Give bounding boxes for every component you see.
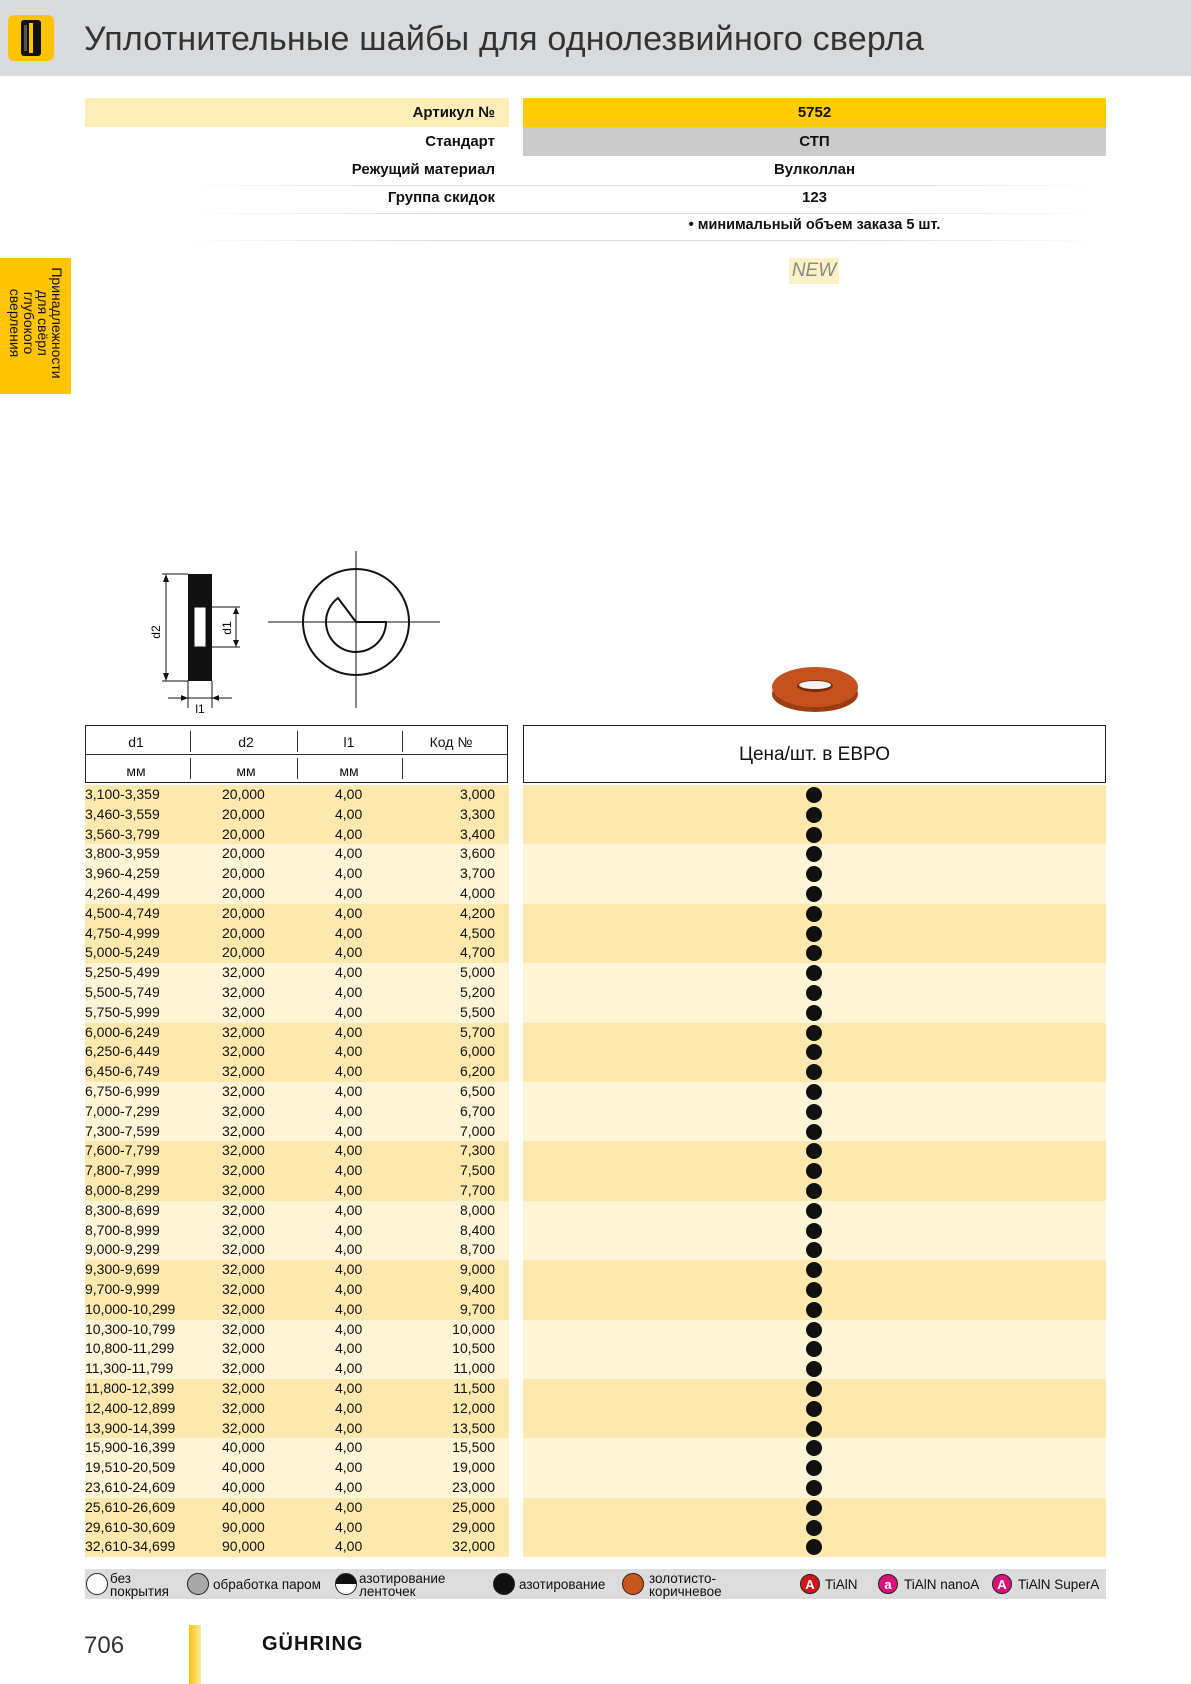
header-divider [86,754,507,755]
cell-d1: 29,610-30,609 [85,1518,176,1535]
cell-code: 29,000 [452,1518,495,1535]
cell-d2: 32,000 [222,1043,265,1060]
cell-d1: 4,750-4,999 [85,924,160,941]
cell-d2: 32,000 [222,1182,265,1198]
cell-l1: 4,00 [335,1538,363,1555]
table-row [0,1458,1191,1478]
cell-d2: 20,000 [222,825,265,842]
side-tab-label: Принадлежности для свёрл глубокого сверления [7,267,65,379]
washer-technical-drawing [140,550,450,715]
cell-code: 25,000 [452,1498,495,1515]
cell-l1: 4,00 [335,1241,363,1258]
table-row [0,825,1191,845]
page-title: Уплотнительные шайбы для однолезвийного сверла [84,20,924,58]
cell-l1: 4,00 [335,1102,363,1119]
cell-d1: 13,900-14,399 [85,1419,176,1436]
nitriding-availability-icon [806,1005,822,1021]
price-header-label: Цена/шт. в ЕВРО [738,744,891,765]
cell-code: 11,000 [453,1360,495,1377]
table-row [0,1419,1191,1439]
nitriding-availability-icon [806,985,822,1001]
table-row [0,1359,1191,1379]
col-header-l1: l1 [343,734,355,750]
column-divider [297,731,298,752]
cell-d1: 25,610-26,609 [85,1498,176,1515]
nitriding-availability-icon [806,827,822,843]
cell-code: 12,000 [452,1399,495,1416]
cell-d1: 10,000-10,299 [85,1300,176,1317]
cell-d1: 4,500-4,749 [85,904,160,921]
cell-l1: 4,00 [335,1083,363,1099]
cell-code: 13,500 [452,1419,495,1436]
cell-code: 10,000 [452,1320,495,1337]
footer-accent-bar [189,1625,201,1684]
cell-d2: 90,000 [222,1538,265,1555]
cell-d2: 40,000 [222,1439,265,1456]
table-row [0,1320,1191,1340]
cell-d2: 32,000 [222,1102,265,1119]
legend-nitriding: азотирование [519,1577,606,1592]
cell-l1: 4,00 [335,1162,363,1179]
cell-d1: 7,600-7,799 [85,1142,160,1159]
cell-l1: 4,00 [335,1419,363,1436]
cell-d2: 32,000 [222,1162,265,1179]
cell-l1: 4,00 [335,1182,363,1198]
cell-code: 3,400 [459,825,495,842]
cell-d1: 11,800-12,399 [85,1380,175,1396]
nitriding-availability-icon [806,1520,822,1536]
cell-l1: 4,00 [335,904,363,921]
cell-d2: 32,000 [222,1201,265,1218]
column-divider [190,731,191,752]
cell-d2: 32,000 [222,1419,265,1436]
cell-code: 32,000 [452,1538,495,1555]
column-divider [402,731,403,752]
table-row [0,1280,1191,1300]
cell-l1: 4,00 [335,1360,363,1377]
cell-l1: 4,00 [335,1300,363,1317]
cell-code: 3,600 [459,845,495,862]
cell-d2: 20,000 [222,805,265,822]
cell-d1: 9,000-9,299 [85,1241,160,1258]
table-row [0,1260,1191,1280]
table-row [0,805,1191,825]
cell-d1: 10,300-10,799 [85,1320,176,1337]
cell-l1: 4,00 [335,845,363,862]
table-header [85,725,508,783]
cell-code: 5,700 [459,1023,495,1040]
cell-l1: 4,00 [335,1340,363,1357]
tialn-super-badge-icon: A [992,1574,1012,1594]
cell-d2: 32,000 [222,1142,265,1159]
cell-d2: 40,000 [222,1459,265,1476]
cell-d1: 5,750-5,999 [85,1003,160,1020]
table-row [0,1478,1191,1498]
cell-l1: 4,00 [335,865,363,882]
cell-code: 6,700 [459,1102,495,1119]
price-header [523,725,1106,783]
nitriding-availability-icon [806,1282,822,1298]
cell-d1: 7,300-7,599 [85,1122,160,1139]
nitriding-availability-icon [806,1381,822,1397]
table-row [0,1498,1191,1518]
cell-d2: 40,000 [222,1479,265,1495]
cell-code: 3,000 [459,786,495,802]
cell-l1: 4,00 [335,1439,363,1456]
page-number: 706 [84,1632,125,1659]
table-row [0,1141,1191,1161]
cell-d2: 32,000 [222,1122,265,1139]
table-row [0,924,1191,944]
cell-d1: 12,400-12,899 [85,1399,176,1416]
table-row [0,1399,1191,1419]
standard-label: Стандарт [425,133,495,150]
tialn-nano-badge-icon: a [878,1574,898,1594]
cell-code: 5,000 [459,964,495,981]
cell-d1: 5,000-5,249 [85,944,160,961]
cell-code: 19,000 [452,1459,495,1476]
cell-code: 3,300 [459,805,495,822]
cell-d2: 32,000 [222,1380,265,1396]
legend-gold-brown: золотисто-коричневое [649,1571,722,1599]
cell-d2: 32,000 [222,1241,265,1258]
material-label: Режущий материал [351,161,495,178]
material-value: Вулколлан [773,161,856,178]
nitriding-availability-icon [806,1025,822,1041]
cell-d2: 90,000 [222,1518,265,1535]
cell-l1: 4,00 [335,805,363,822]
washer-photo [770,660,860,715]
cell-code: 9,400 [459,1281,495,1297]
table-row [0,1102,1191,1122]
column-divider [297,758,298,779]
cell-d1: 8,700-8,999 [85,1221,160,1238]
cell-code: 6,000 [459,1043,495,1060]
nitriding-availability-icon [806,1401,822,1417]
cell-code: 7,700 [459,1182,495,1198]
nitriding-availability-icon [806,787,822,803]
cell-code: 5,500 [459,1003,495,1020]
discount-label: Группа скидок [387,189,495,206]
table-row [0,1181,1191,1201]
nitriding-availability-icon [806,1203,822,1219]
table-row [0,963,1191,983]
table-row [0,864,1191,884]
cell-l1: 4,00 [335,1023,363,1040]
cell-d1: 3,460-3,559 [85,805,160,822]
cell-l1: 4,00 [335,1498,363,1515]
legend-tialn: TiAlN [825,1577,858,1592]
cell-l1: 4,00 [335,944,363,961]
legend-tialn-nano: TiAlN nanoA [904,1577,980,1592]
table-row [0,1518,1191,1538]
cell-l1: 4,00 [335,964,363,981]
table-row [0,1300,1191,1320]
legend-tialn-super: TiAlN SuperA [1018,1577,1100,1592]
cell-l1: 4,00 [335,1122,363,1139]
unit-d2: мм [236,763,256,779]
nitriding-availability-icon [806,886,822,902]
cell-l1: 4,00 [335,786,363,802]
table-row [0,884,1191,904]
cell-d1: 9,300-9,699 [85,1261,160,1278]
table-row [0,1003,1191,1023]
column-divider [190,758,191,779]
table-row [0,1221,1191,1241]
cell-code: 6,500 [459,1083,495,1099]
section-side-tab [0,258,71,394]
divider [180,213,1106,214]
column-divider [402,758,403,779]
table-row [0,1023,1191,1043]
cell-d2: 32,000 [222,984,265,1000]
brand-logo: GÜHRING [262,1633,364,1655]
cell-d2: 20,000 [222,885,265,901]
cell-code: 8,400 [459,1221,495,1238]
table-row [0,844,1191,864]
cell-d1: 5,500-5,749 [85,984,160,1000]
table-row [0,1161,1191,1181]
cell-d1: 4,260-4,499 [85,885,160,901]
cell-d2: 32,000 [222,1360,265,1377]
cell-d1: 6,750-6,999 [85,1083,160,1099]
d2-label: d2 [149,625,163,639]
cell-code: 7,300 [459,1142,495,1159]
cell-d2: 20,000 [222,865,265,882]
table-row [0,1339,1191,1359]
table-row [0,1062,1191,1082]
cell-code: 11,500 [453,1380,495,1396]
cell-l1: 4,00 [335,924,363,941]
nitriding-availability-icon [806,1480,822,1496]
cell-l1: 4,00 [335,1380,363,1396]
discount-value: 123 [801,189,828,206]
cell-d2: 20,000 [222,904,265,921]
cell-l1: 4,00 [335,1063,363,1080]
nitriding-availability-icon [806,1084,822,1100]
cell-l1: 4,00 [335,1003,363,1020]
table-row [0,1379,1191,1399]
cell-l1: 4,00 [335,1281,363,1297]
nitriding-availability-icon [806,807,822,823]
steam-treatment-icon [187,1573,209,1595]
cell-d1: 6,450-6,749 [85,1063,160,1080]
cell-d1: 7,000-7,299 [85,1102,160,1119]
cell-code: 5,200 [459,984,495,1000]
cell-d2: 32,000 [222,1340,265,1357]
col-header-d2: d2 [238,734,254,750]
table-row [0,904,1191,924]
l1-label: l1 [195,702,205,715]
cell-d2: 32,000 [222,1023,265,1040]
legend-no-coating: без покрытия [110,1571,169,1599]
standard-value: СТП [799,133,830,150]
divider [180,240,1106,241]
cell-l1: 4,00 [335,1320,363,1337]
cell-l1: 4,00 [335,1261,363,1278]
table-row [0,1240,1191,1260]
nitriding-availability-icon [806,1500,822,1516]
cell-l1: 4,00 [335,1221,363,1238]
cell-d2: 32,000 [222,1300,265,1317]
cell-d1: 3,100-3,359 [85,786,160,802]
table-row [0,1201,1191,1221]
cell-d2: 20,000 [222,944,265,961]
cell-d2: 32,000 [222,1083,265,1099]
cell-code: 9,700 [459,1300,495,1317]
cell-code: 10,500 [452,1340,495,1357]
cell-code: 3,700 [459,865,495,882]
col-header-d1: d1 [128,734,144,750]
nitriding-availability-icon [806,1223,822,1239]
cell-d1: 6,000-6,249 [85,1023,160,1040]
nitriding-availability-icon [806,1322,822,1338]
cell-d1: 9,700-9,999 [85,1281,160,1297]
cell-d2: 32,000 [222,1261,265,1278]
unit-l1: мм [339,763,359,779]
tialn-badge-icon: A [800,1574,820,1594]
article-label: Артикул № [412,104,495,121]
cell-d2: 20,000 [222,845,265,862]
min-order-note: • минимальный объем заказа 5 шт. [688,217,941,233]
cell-l1: 4,00 [335,1459,363,1476]
cell-code: 8,000 [459,1201,495,1218]
legend-strip-nitriding: азотирование ленточек [359,1571,446,1599]
strip-nitriding-icon [335,1573,357,1595]
table-row [0,785,1191,805]
cell-code: 7,500 [459,1162,495,1179]
cell-code: 15,500 [452,1439,495,1456]
cell-d2: 32,000 [222,1320,265,1337]
coating-legend [85,1569,1106,1599]
cell-d1: 5,250-5,499 [85,964,160,981]
nitriding-availability-icon [806,906,822,922]
cell-d1: 11,300-11,799 [85,1360,174,1377]
cell-code: 6,200 [459,1063,495,1080]
cell-l1: 4,00 [335,1518,363,1535]
table-row [0,1122,1191,1142]
cell-d2: 20,000 [222,924,265,941]
cell-d1: 23,610-24,609 [85,1479,176,1495]
legend-steam: обработка паром [213,1577,321,1592]
unit-d1: мм [126,763,146,779]
col-header-code: Код № [429,734,473,750]
table-row [0,943,1191,963]
nitriding-availability-icon [806,1104,822,1120]
cell-l1: 4,00 [335,825,363,842]
table-row [0,1042,1191,1062]
header-bar [0,0,1191,76]
cell-code: 4,500 [459,924,495,941]
cell-d2: 40,000 [222,1498,265,1515]
cell-code: 4,000 [459,885,495,901]
drill-category-icon [8,15,54,61]
nitriding-availability-icon [806,1302,822,1318]
cell-l1: 4,00 [335,1043,363,1060]
cell-d1: 3,800-3,959 [85,845,160,862]
cell-d1: 32,610-34,699 [85,1538,176,1555]
no-coating-icon [86,1573,108,1595]
nitriding-availability-icon [806,926,822,942]
cell-l1: 4,00 [335,1479,363,1495]
table-row [0,1537,1191,1557]
cell-l1: 4,00 [335,1201,363,1218]
nitriding-availability-icon [806,1183,822,1199]
nitriding-availability-icon [806,1421,822,1437]
cell-l1: 4,00 [335,1399,363,1416]
new-badge: NEW [789,258,839,284]
cell-d2: 32,000 [222,1221,265,1238]
cell-d1: 8,300-8,699 [85,1201,160,1218]
article-value: 5752 [797,104,832,121]
table-row [0,983,1191,1003]
nitriding-icon [493,1573,515,1595]
cell-d2: 32,000 [222,1063,265,1080]
cell-code: 4,200 [459,904,495,921]
cell-l1: 4,00 [335,984,363,1000]
cell-code: 8,700 [459,1241,495,1258]
cell-code: 9,000 [459,1261,495,1278]
cell-d1: 3,960-4,259 [85,865,160,882]
cell-d2: 32,000 [222,1399,265,1416]
table-row [0,1082,1191,1102]
cell-d1: 8,000-8,299 [85,1182,160,1198]
cell-d2: 32,000 [222,964,265,981]
cell-d1: 7,800-7,999 [85,1162,160,1179]
cell-l1: 4,00 [335,1142,363,1159]
cell-code: 4,700 [459,944,495,961]
gold-brown-icon [622,1573,644,1595]
table-row [0,1438,1191,1458]
cell-d1: 15,900-16,399 [85,1439,176,1456]
cell-d1: 6,250-6,449 [85,1043,160,1060]
cell-d2: 20,000 [222,786,265,802]
cell-d2: 32,000 [222,1003,265,1020]
cell-d1: 3,560-3,799 [85,825,160,842]
cell-d1: 19,510-20,509 [85,1459,176,1476]
d1-label: d1 [220,621,234,635]
cell-d2: 32,000 [222,1281,265,1297]
cell-l1: 4,00 [335,885,363,901]
divider [180,185,1106,186]
cell-code: 7,000 [459,1122,495,1139]
cell-code: 23,000 [452,1479,495,1495]
nitriding-availability-icon [806,1124,822,1140]
cell-d1: 10,800-11,299 [85,1340,175,1357]
